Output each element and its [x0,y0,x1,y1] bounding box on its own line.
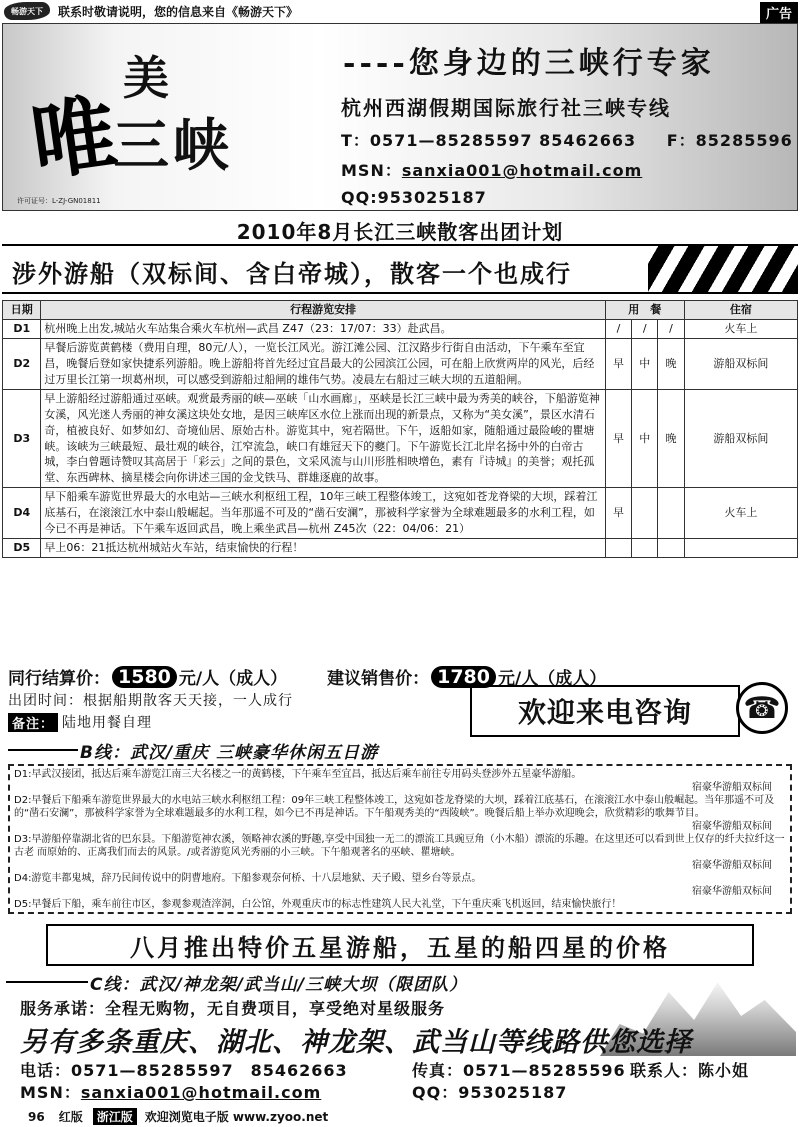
line-b-day: D4:游览丰都鬼城，辞乃民间传说中的阴曹地府。下船参观奈何桥、十八层地狱、天子殿、望乡台等景点。 [14,873,482,884]
contact-line-2 [20,1080,568,1103]
line-b-day: D3:早游船停靠湖北省的巴东县。下船游览神农溪，领略神农溪的野趣,享受中国独一无二的漂流工具豌豆角（小木船）漂流的乐趣。在这里还可以看到世上仅存的纤夫拉纤这一古老 而原始的、正离我们而去的风景。/或者游览风光秀丽的小三峡。下午船观著名的巫峡、瞿塘峡。 [14,834,785,858]
table-row [3,389,798,488]
source-notice: 联系时敬请说明，您的信息来自《畅游天下》 [58,4,299,19]
page-footer [0,1106,800,1127]
consult-banner: 欢迎来电咨询 [470,685,740,737]
brand-mei: 美 [123,51,169,105]
remark [8,712,152,732]
stay-cell: 火车上 [684,319,797,338]
contact-fax: 传真：0571—85285596 [412,1061,626,1080]
stay-cell: 游船双标间 [684,389,797,488]
lunch-cell [632,488,658,539]
line-b-stay: 宿豪华游船双标间 [692,886,772,897]
contact-tel: 电话：0571—85285597 85462663 [20,1061,348,1080]
lunch-cell: / [632,319,658,338]
stay-cell [684,539,797,558]
desc-cell: 早下船乘车游览世界最大的水电站—三峡水利枢纽工程，10年三峡工程整体竣工，这宛如苍龙脊梁的大坝，踩着江底基石，在滚滚江水中泰山般崛起。当年那遥不可及的“凿石安澜”，那被科学家誉为全球难题最多的水利工程，如今已不再是神话。下午乘车返回武昌，晚上乘坐武昌—杭州 Z45次（22：04/06：21） [41,488,605,539]
breakfast-cell: 早 [605,389,631,488]
lunch-cell [632,539,658,558]
contact-line-1 [20,1058,750,1081]
tel-fax-line [341,128,793,151]
contact-qq: QQ：953025187 [412,1083,568,1102]
suggest-price: 1780 [431,666,496,688]
table-row [3,338,798,389]
line-b-day: D5:早餐后下船，乘车前往市区，参观参观渣滓洞，白公馆，外观重庆市的标志性建筑人民大礼堂，下午重庆乘飞机返回，结束愉快旅行！ [14,899,622,910]
table-row [3,539,798,558]
license-number: 许可证号：L-ZJ-GN01811 [17,197,101,205]
edition-label: 红版 [58,1110,83,1124]
desc-cell: 早上06：21抵达杭州城站火车站，结束愉快的行程！ [41,539,605,558]
contact-person: 联系人：陈小姐 [630,1061,750,1080]
website-link[interactable]: 欢迎浏览电子版 www.zyoo.net [144,1110,329,1124]
header-day: 日期 [3,301,41,320]
brand-wei: 唯 [25,83,117,193]
line-b-day: D1:早武汉接团，抵达后乘车游览江南三大名楼之一的黄鹤楼，下午乘车至宜昌，抵达后乘车前往专用码头登涉外五星豪华游船。 [14,769,582,780]
header-tel: T：0571—85285597 85462663 [341,131,637,150]
remark-tag: 备注： [8,713,58,732]
suggest-label: 建议销售价： [327,669,430,689]
day-cell: D4 [3,488,41,539]
line-b-box [8,764,792,914]
cruise-banner [2,244,798,294]
agency-name: 杭州西湖假期国际旅行社三峡专线 [341,96,671,120]
line-b-day: D2:早餐后下船乘车游览世界最大的水电站三峡水利枢纽工程：09年三峡工程整体竣工，这宛如苍龙脊梁的大坝，踩着江底基石，在滚滚江水中泰山般崛起。当年那遥不可及的“凿石安澜”，那被科学家誉为全球难题最多的水利工程，如今已不再是神话。下午船观秀美的“西陵峡”。晚餐后船上举办欢迎晚会，欣赏精彩的歌舞节目。 [14,795,775,819]
banner-stripes [648,246,798,292]
header-stay: 住宿 [684,301,797,320]
day-cell: D2 [3,338,41,389]
dinner-cell: / [658,319,684,338]
service-promise: 服务承诺：全程无购物，无自费项目，享受绝对星级服务 [20,999,446,1018]
special-offer: 八月推出特价五星游船，五星的船四星的价格 [46,924,754,966]
remark-text: 陆地用餐自理 [62,715,153,731]
desc-cell: 早餐后游览黄鹤楼（费用自理，80元/人），一览长江风光。游江滩公园、江汉路步行街自由活动，下午乘车至宜昌，晚餐后登如家快捷系列游船。晚上游船将首先经过宜昌最大的公园滨江公园，可在船上欣赏两岸的风光，后经过万里长江第一坝葛州坝，可以感受到游船过船闸的雄伟气势。凌晨左右船过三峡大坝的五道船闸。 [41,338,605,389]
ad-header [2,23,798,211]
line-b-stay: 宿豪华游船双标间 [692,821,772,832]
plan-title: 2010年8月长江三峡散客出团计划 [236,220,564,244]
dinner-cell: 晚 [658,338,684,389]
table-header-row [3,301,798,320]
header-meal: 用 餐 [605,301,684,320]
stay-cell: 火车上 [684,488,797,539]
desc-cell: 早上游船经过游船通过巫峡。观赏最秀丽的峡—巫峡「山水画廊」，巫峡是长江三峡中最为秀美的峡谷，下船游览神女溪，风光迷人秀丽的神女溪这块处女地，是因三峡库区水位上涨而出现的新景点，又称为“美女溪”，景区水清石奇，植被良好、如梦如幻、奇境仙居、原始古朴。游览其中，宛若隔世。下午，返船如家，随船通过最险峻的瞿塘峡。该峡为三峡最短、最壮观的峡谷，江窄流急，峡口有雄冠天下的夔门。下午游览长江北岸名扬中外的白帝古城，李白曾题诗赞叹其高居于「彩云」之间的景色，文采风流与山川形胜相映增色，素有『诗城』的美誉；观托孤堂、东西碑林、摘星楼会向你讲述三国的金戈铁马、群雄逐鹿的故事。 [41,389,605,488]
day-cell: D3 [3,389,41,488]
header-fax: F：85285596 [666,131,793,150]
settle-label: 同行结算价： [8,669,110,689]
breakfast-cell: 早 [605,338,631,389]
lunch-cell: 中 [632,389,658,488]
dinner-cell [658,539,684,558]
contact-msn[interactable]: sanxia001@hotmail.com [80,1083,322,1102]
breakfast-cell: 早 [605,488,631,539]
region-label: 浙江版 [93,1108,137,1125]
stay-cell: 游船双标间 [684,338,797,389]
breakfast-cell [605,539,631,558]
ad-badge: 广告 [760,2,798,23]
phone-icon: ☎ [736,682,788,734]
publication-logo: 畅游天下 [4,2,50,20]
day-cell: D5 [3,539,41,558]
brand-sanxia: 三峡 [113,113,233,179]
line-b-title: B线：武汉/重庆 三峡豪华休闲五日游 [80,738,378,763]
table-row [3,488,798,539]
day-cell: D1 [3,319,41,338]
desc-cell: 杭州晚上出发,城站火车站集合乘火车杭州—武昌 Z47（23：17/07：33）赴武昌。 [41,319,605,338]
slogan: ----您身边的三峡行专家 [343,46,715,81]
breakfast-cell: / [605,319,631,338]
dinner-cell: 晚 [658,389,684,488]
settle-price: 1580 [112,666,177,688]
msn-line [341,158,642,181]
banner-text: 涉外游船（双标间、含白帝城），散客一个也成行 [12,259,572,288]
settle-unit: 元/人（成人） [178,669,288,689]
table-row [3,319,798,338]
header-msn[interactable]: sanxia001@hotmail.com [401,161,643,180]
departure-info: 出团时间：根据船期散客天天接，一人成行 [8,693,293,709]
more-routes: 另有多条重庆、湖北、神龙架、武当山等线路供您选择 [20,1027,692,1058]
line-b-stay: 宿豪华游船双标间 [692,860,772,871]
contact-msn-label: MSN： [20,1083,81,1102]
header-desc: 行程游览安排 [41,301,605,320]
line-c-title: C线：武汉/神龙架/武当山/三峡大坝（限团队） [90,970,467,995]
lunch-cell: 中 [632,338,658,389]
suggest-unit: 元/人（成人） [498,669,607,689]
itinerary-table [2,300,798,558]
page-number: 96 [28,1109,45,1124]
header-msn-label: MSN： [341,161,402,180]
line-b-stay: 宿豪华游船双标间 [692,782,772,793]
dinner-cell [658,488,684,539]
top-bar [0,0,800,22]
header-qq: QQ:953025187 [341,188,487,207]
